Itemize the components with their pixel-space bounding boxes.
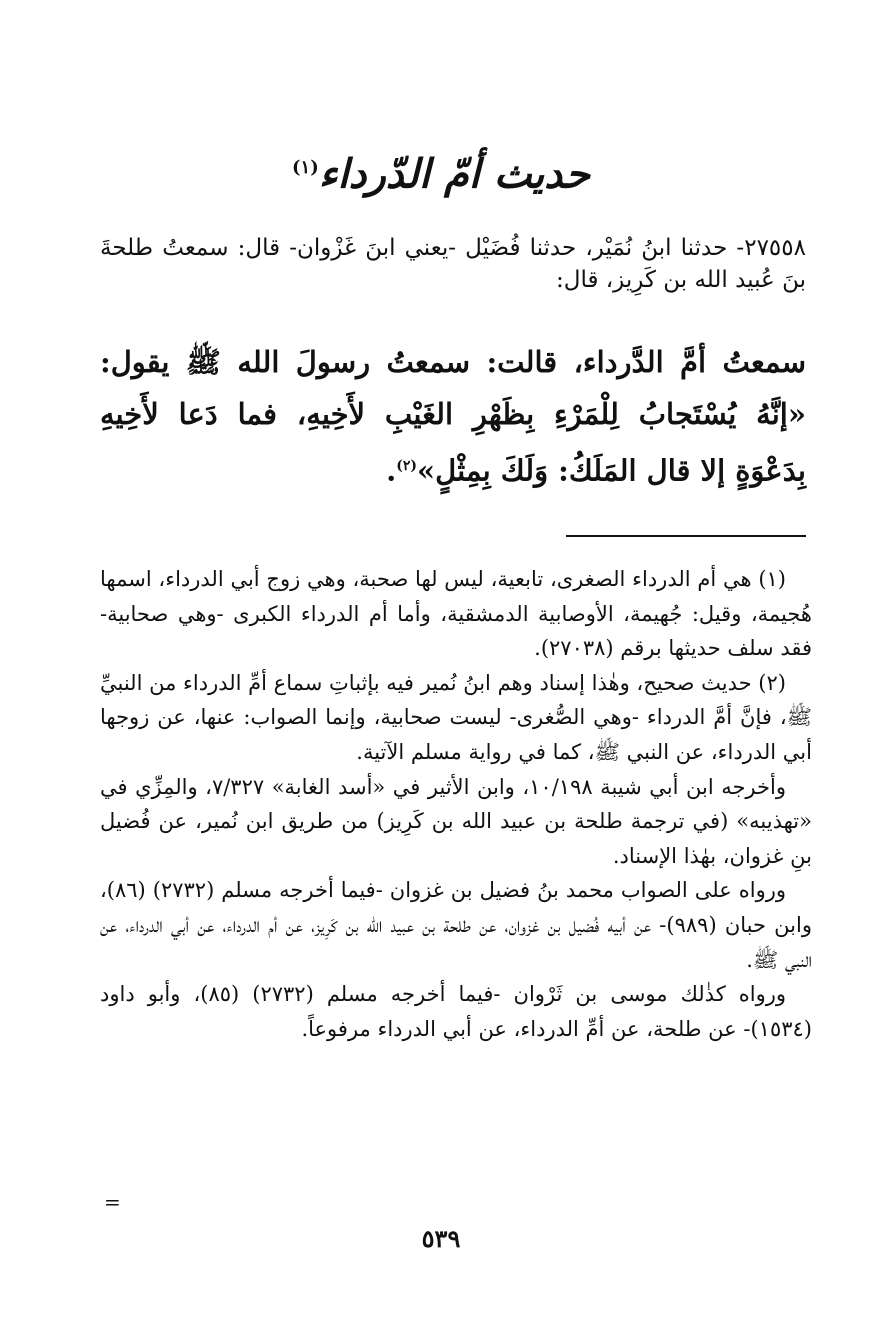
footnotes	[100, 562, 812, 1046]
hadith-isnad: ٢٧٥٥٨- حدثنا ابنُ نُمَيْر، حدثنا فُضَيْل -يعني ابنَ غَزْوان- قال: سمعتُ طلحةَ بنَ عُبيد الله بن كَرِيز، قال:	[100, 235, 806, 293]
hadith-matn	[100, 336, 806, 497]
matn-end: .	[386, 453, 397, 488]
hadith-title-text: حديث أمّ الدّرداء	[318, 150, 590, 198]
hadith-title	[0, 138, 882, 204]
footnote-2-paragraph: ورواه كذٰلك موسى بن ثَرْوان -فيما أخرجه مسلم (٢٧٣٢) (٨٥)، وأبو داود (١٥٣٤)- عن طلحة، عن أمِّ الدرداء، عن أبي الدرداء مرفوعاً.	[100, 982, 812, 1041]
page-number: ٥٣٩	[421, 1224, 461, 1253]
footnote-2-paragraph: وأخرجه ابن أبي شيبة ١٠/١٩٨، وابن الأثير في «أسد الغابة» ٧/٣٢٧، والمِزِّي في «تهذيبه» (في ترجمة طلحة بن عبيد الله بن كَرِيز) من طريق ابن نُمير، عن فُضيل بنِ غزوان، بهٰذا الإسناد.	[100, 774, 812, 868]
matn-footnote-marker: (٢)	[396, 458, 418, 474]
footnote-1: (١) هي أم الدرداء الصغرى، تابعية، ليس لها صحبة، وهي زوج أبي الدرداء، اسمها هُجيمة، وقيل: جُهيمة، الأوصابية الدمشقية، وأما أم الدرداء الكبرى -وهي صحابية- فقد سلف حديثها برقم (٢٧٠٣٨).	[100, 567, 812, 661]
footnote-separator	[566, 535, 806, 537]
title-footnote-marker: (١)	[292, 157, 319, 178]
hadith-matn-text: سمعتُ أمَّ الدَّرداء، قالت: سمعتُ رسولَ الله ﷺ يقول: «إنَّهُ يُسْتَجابُ لِلْمَرْءِ بِظَهْرِ الغَيْبِ لأَخِيهِ، فما دَعا لأَخِيهِ بِدَعْوَةٍ إلا قال المَلَكُ: وَلَكَ بِمِثْلٍ»	[100, 345, 806, 488]
footnote-2-paragraph: ورواه على الصواب محمد بنُ فضيل بن غزوان -فيما أخرجه مسلم (٢٧٣٢) (٨٦)، وابن حبان (٩٨٩)- عن أبيه فُضيل بن غزوان، عن طلحة بن عبيد الله بن كَرِيز، عن أم الدرداء، عن أبي الدرداء، عن النبي ﷺ.	[100, 878, 812, 972]
footnote-2: (٢) حديث صحيح، وهٰذا إسناد وهم ابنُ نُمير فيه بإثباتِ سماع أمِّ الدرداء من النبيِّ ﷺ، فإنَّ أمَّ الدرداء -وهي الصُّغرى- ليست صحابية، وإنما الصواب: عنها، عن زوجها أبي الدرداء، عن النبي ﷺ، كما في رواية مسلم الآتية.	[100, 670, 812, 764]
continuation-mark: =	[104, 1190, 121, 1214]
